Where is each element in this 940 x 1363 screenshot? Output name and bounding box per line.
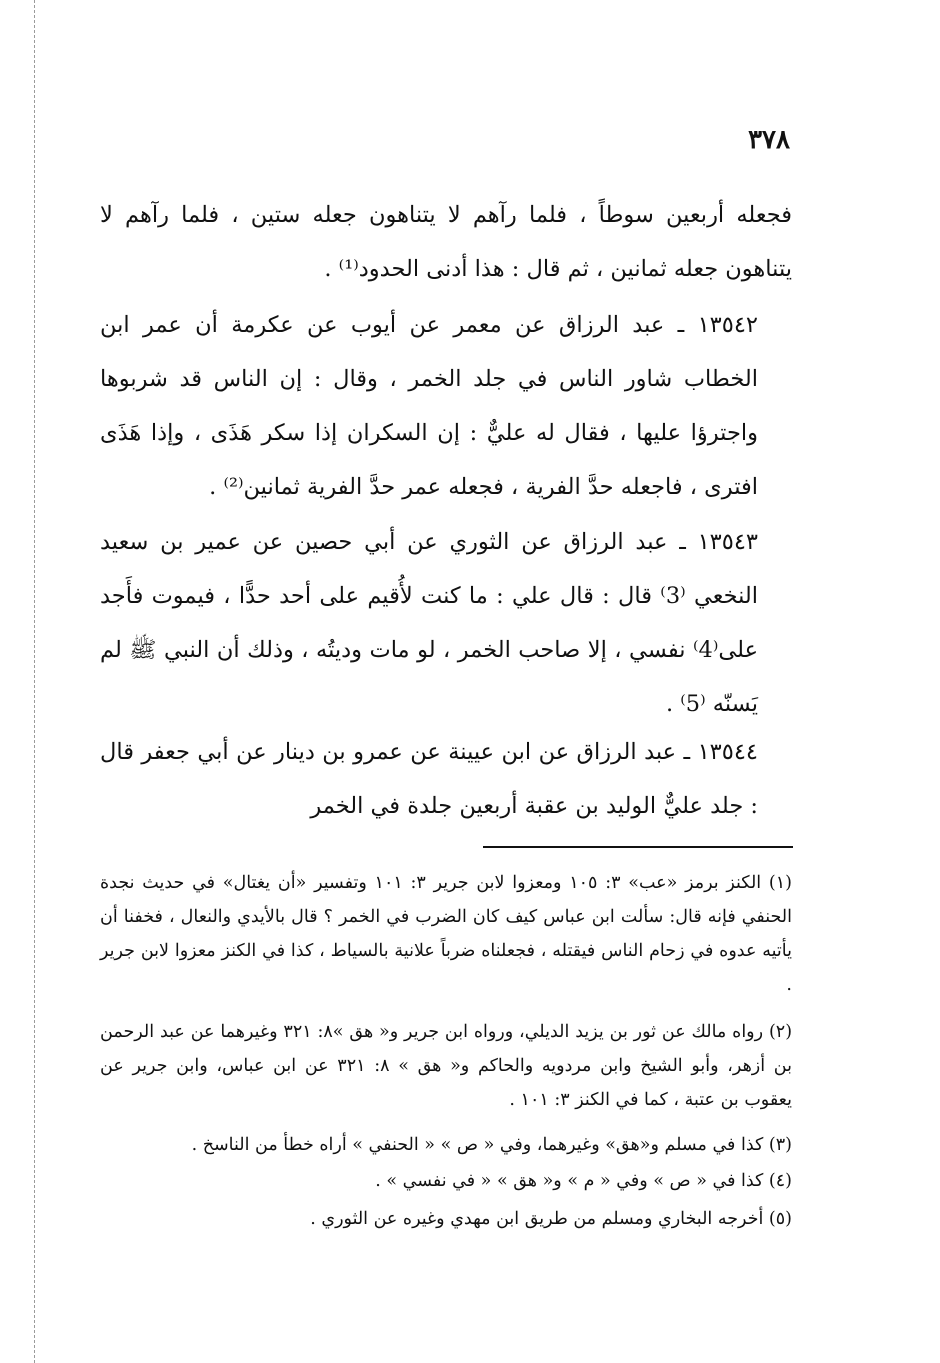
paragraph-continuation: فجعله أربعين سوطاً ، فلما رآهم لا يتناهون جعله ستين ، فلما رآهم لا يتناهون جعله ثمانين ، ثم قال : هذا أدنى الحدود⁽¹⁾ . — [100, 202, 792, 282]
footnote-2: (٢) رواه مالك عن ثور بن يزيد الديلي، ورواه ابن جرير و« هق »٨: ٣٢١ وغيرهما عن عبد الرحمن بن أزهر، وأبو الشيخ وابن مردويه والحاكم و« هق » ٨: ٣٢١ عن ابن عباس، وابن جرير عن يعقوب بن عتبة ، كما في الكنز ٣: ١٠١ . — [100, 1022, 793, 1110]
paragraph-hadith-13544 — [100, 725, 792, 833]
paragraph-hadith-13543 — [100, 515, 792, 731]
page-number: ٣٧٨ — [748, 125, 790, 155]
paragraph-hadith-13542 — [100, 298, 792, 514]
paragraph-text: ١٣٥٤٣ ـ عبد الرزاق عن الثوري عن أبي حصين عن عمير بن سعيد النخعي ⁽3⁾ قال : قال علي : ما كنت لأُقيم على أحد حدًّا ، فيموت فأَجد على⁽4⁾ نفسي ، إلا صاحب الخمر ، لو مات وديتُه ، وذلك أن النبي ﷺ لم يَسنّه ⁽5⁾ . — [100, 529, 758, 717]
footnote-4: (٤) كذا في « ص » وفي « م » و« هق » « في نفسي » . — [375, 1171, 792, 1191]
footnote-5: (٥) أخرجه البخاري ومسلم من طريق ابن مهدي وغيره عن الثوري . — [310, 1209, 792, 1229]
footnote-separator — [483, 846, 793, 848]
paragraph-text: ١٣٥٤٢ ـ عبد الرزاق عن معمر عن أيوب عن عكرمة أن عمر ابن الخطاب شاور الناس في جلد الخمر ، وقال : إن الناس قد شربوها واجترؤا عليها ، فقال له عليٌّ : إن السكران إذا سكر هَذَى ، وإذا هَذَى افترى ، فاجعله حدَّ الفرية ، فجعله عمر حدَّ الفرية ثمانين⁽²⁾ . — [100, 312, 758, 500]
page-margin-line — [34, 0, 35, 1363]
footnote-3: (٣) كذا في مسلم و«هق» وغيرهما، وفي « ص » « الحنفي » أراه خطأ من الناسخ . — [191, 1135, 792, 1155]
paragraph-text: ١٣٥٤٤ ـ عبد الرزاق عن ابن عيينة عن عمرو بن دينار عن أبي جعفر قال : جلد عليٌّ الوليد بن عقبة أربعين جلدة في الخمر — [100, 739, 758, 819]
footnote-1: (١) الكنز برمز «عب» ٣: ١٠٥ ومعزوا لابن جرير ٣: ١٠١ وتفسير «أن يغتال» في حديث نجدة الحنفي فإنه قال: سألت ابن عباس كيف كان الضرب في الخمر ؟ قال بالأيدي والنعال ، فخفنا أن يأتيه عدوه في زحام الناس فيقتله ، فجعلناه ضرباً علانية بالسياط ، كذا في الكنز معزوا لابن جرير . — [100, 873, 792, 995]
